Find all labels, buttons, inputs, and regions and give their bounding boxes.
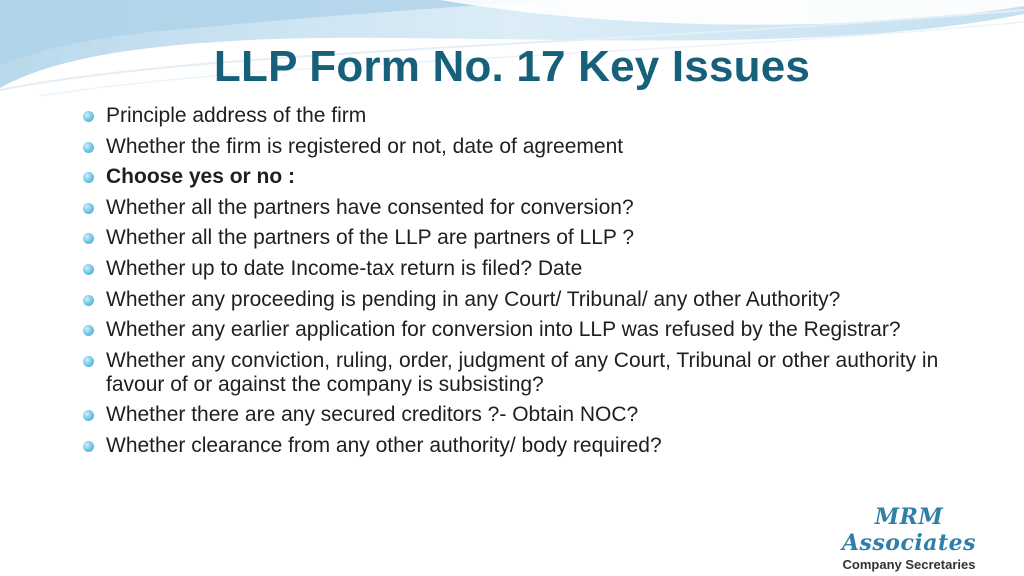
list-item bbox=[80, 104, 980, 128]
company-logo bbox=[804, 504, 1014, 572]
bullet-dot-icon bbox=[83, 325, 94, 336]
bullet-text: Principle address of the firm bbox=[106, 104, 367, 127]
list-item bbox=[80, 349, 980, 397]
bullet-dot-icon bbox=[83, 142, 94, 153]
list-item bbox=[80, 318, 980, 342]
bullet-text: Whether the firm is registered or not, date of agreement bbox=[106, 134, 624, 158]
bullet-text: Whether there are any secured creditors ?- Obtain NOC? bbox=[106, 403, 639, 427]
list-item bbox=[80, 288, 980, 312]
list-item bbox=[80, 403, 980, 427]
list-item bbox=[80, 434, 980, 458]
list-item bbox=[80, 165, 980, 189]
list-item bbox=[80, 257, 980, 281]
bullet-dot-icon bbox=[83, 111, 94, 122]
bullet-dot-icon bbox=[83, 233, 94, 244]
bullet-dot-icon bbox=[83, 172, 94, 183]
bullet-text: Whether clearance from any other authority/ body required? bbox=[106, 433, 662, 457]
bullet-dot-icon bbox=[83, 203, 94, 214]
bullet-text: Whether any proceeding is pending in any Court/ Tribunal/ any other Authority? bbox=[106, 287, 841, 311]
bullet-text: Whether any earlier application for conversion into LLP was refused by the Registrar? bbox=[106, 318, 901, 342]
logo-subtitle: Company Secretaries bbox=[842, 557, 976, 572]
bullet-text: Whether any conviction, ruling, order, judgment of any Court, Tribunal or other authority in favour of or against the company is subsisting? bbox=[106, 348, 939, 396]
bullet-text: Whether all the partners have consented for conversion? bbox=[106, 195, 634, 219]
list-item bbox=[80, 196, 980, 220]
bullet-text: Whether up to date Income-tax return is filed? Date bbox=[106, 256, 583, 280]
bullet-list bbox=[80, 104, 980, 465]
slide-title: LLP Form No. 17 Key Issues bbox=[213, 42, 811, 91]
logo-name: MRM Associates bbox=[841, 504, 977, 556]
bullet-text: Choose yes or no : bbox=[106, 165, 296, 189]
list-item bbox=[80, 226, 980, 250]
bullet-dot-icon bbox=[83, 410, 94, 421]
bullet-dot-icon bbox=[83, 295, 94, 306]
bullet-dot-icon bbox=[83, 441, 94, 452]
bullet-text: Whether all the partners of the LLP are partners of LLP ? bbox=[106, 226, 635, 250]
list-item bbox=[80, 135, 980, 159]
bullet-dot-icon bbox=[83, 356, 94, 367]
bullet-dot-icon bbox=[83, 264, 94, 275]
